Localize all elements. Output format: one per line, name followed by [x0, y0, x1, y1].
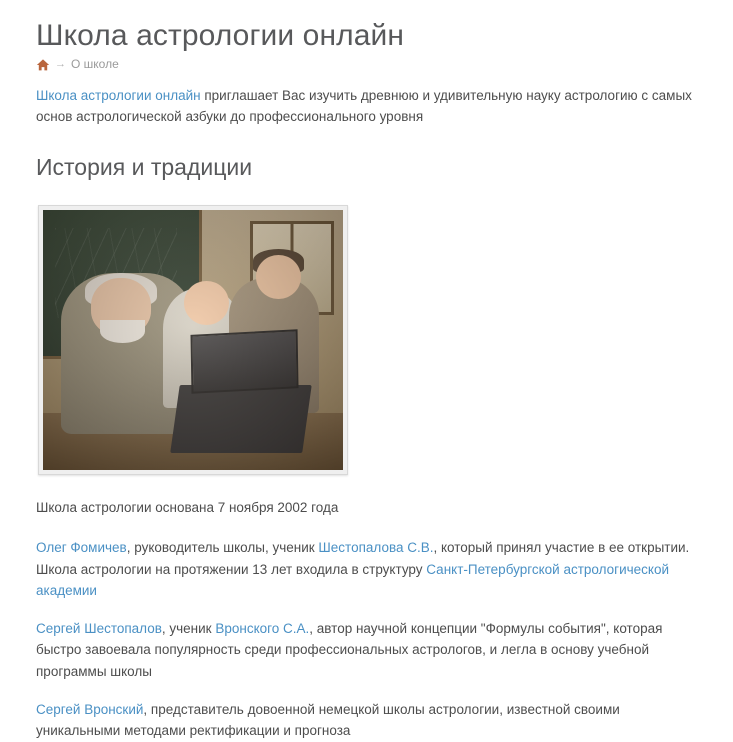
paragraph-shestopalov — [36, 618, 696, 683]
breadcrumb-current: О школе — [71, 57, 119, 71]
breadcrumb-separator: → — [55, 58, 66, 70]
home-icon[interactable] — [36, 58, 50, 72]
link-vronsky-sa[interactable]: Вронского С.А. — [215, 620, 310, 636]
p2-text-1: , ученик — [161, 620, 216, 636]
intro-paragraph — [36, 86, 696, 128]
page-title: Школа астрологии онлайн — [36, 19, 405, 52]
school-link[interactable]: Школа астрологии онлайн — [36, 88, 201, 103]
paragraph-founded: Школа астрологии основана 7 ноября 2002 года — [36, 500, 339, 516]
link-oleg-fomichev[interactable]: Олег Фомичев — [36, 540, 127, 556]
p1-text-2: , который принял участие в ее открытии. Школа астрологии на протяжении 13 лет входила в структуру — [36, 540, 690, 577]
p3-text-1: , представитель довоенной немецкой школы астрологии, известной своими уникальными методами ректификации и прогноза — [36, 701, 620, 739]
paragraph-vronsky — [36, 699, 696, 742]
link-shestopalov-sv[interactable]: Шестопалова С.В. — [318, 540, 434, 556]
history-photo — [43, 210, 343, 470]
p2-text-2: , автор научной концепции "Формулы события", которая быстро завоевала популярность среди профессиональных астрологов, и легла в основу учебной программы школы — [36, 620, 663, 679]
paragraph-fomichev — [36, 537, 696, 602]
history-photo-frame — [38, 205, 348, 475]
breadcrumb — [36, 56, 697, 72]
link-sergey-shestopalov[interactable]: Сергей Шестопалов — [36, 620, 162, 636]
photo-lighting-overlay — [43, 210, 343, 470]
intro-text: приглашает Вас изучить древнюю и удивительную науку астрологию с самых основ астрологической азбуки до профессионального уровня — [36, 88, 692, 124]
link-sergey-vronsky[interactable]: Сергей Вронский — [36, 701, 144, 717]
link-spb-academy[interactable]: Санкт-Петербургской астрологической академии — [36, 561, 670, 599]
p1-text-1: , руководитель школы, ученик — [126, 540, 319, 556]
section-title-history: История и традиции — [36, 153, 253, 180]
